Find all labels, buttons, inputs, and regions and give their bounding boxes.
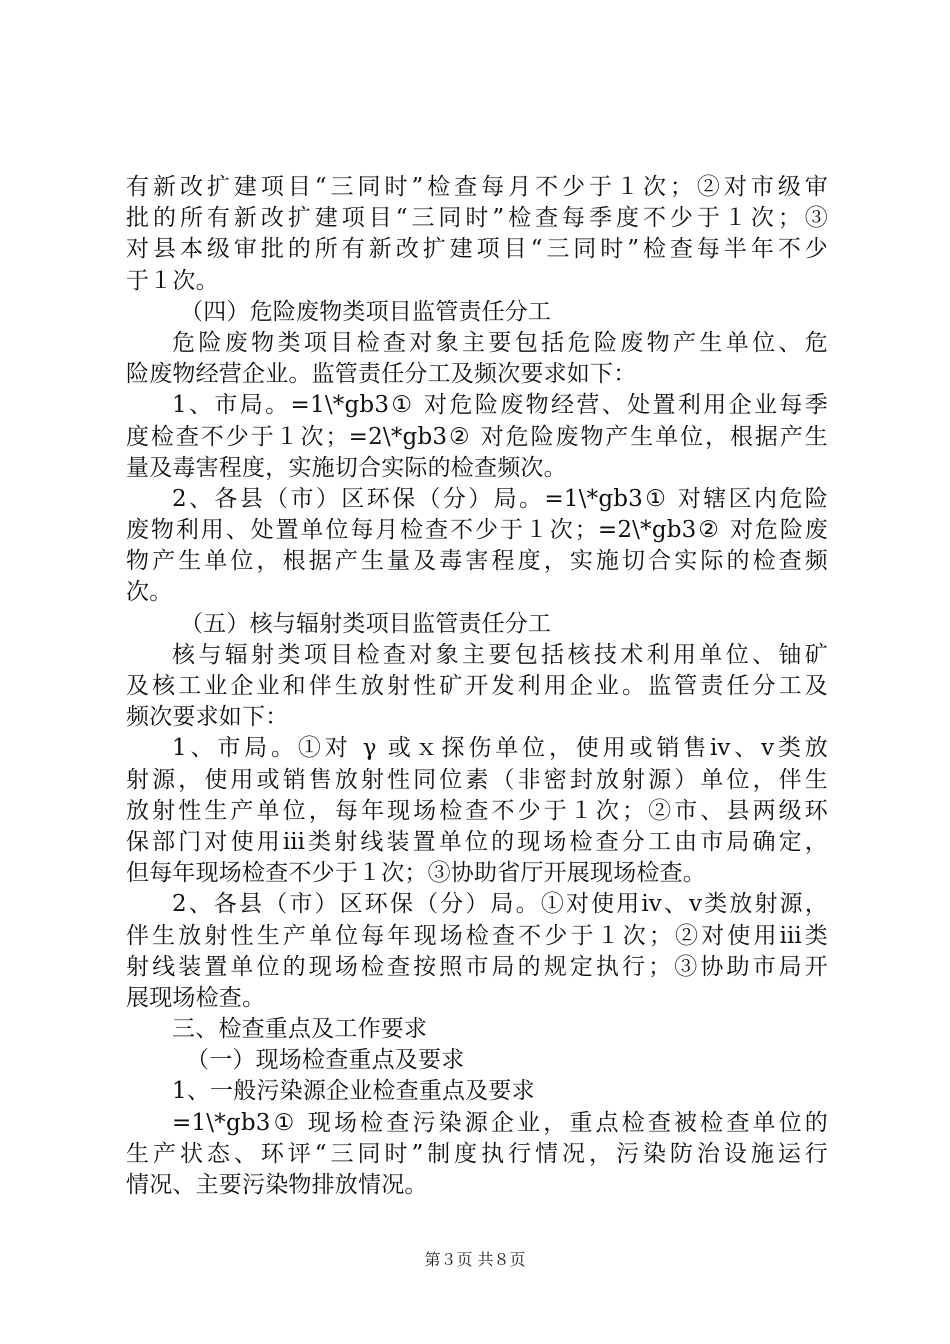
section-heading: 三、检查重点及工作要求 <box>172 1016 428 1043</box>
text-line: 次。 <box>126 579 173 606</box>
text-line: 危险废物类项目检查对象主要包括危险废物产生单位、危 <box>172 329 828 356</box>
section-heading: （四）危险废物类项目监管责任分工 <box>180 298 552 325</box>
text-line: 1、市局。=1\*gb3① 对危险废物经营、处置利用企业每季 <box>172 392 828 419</box>
text-line: 情况、主要污染物排放情况。 <box>126 1172 428 1198</box>
text-line: 度检查不少于１次；=2\*gb3② 对危险废物产生单位，根据产生 <box>126 423 828 450</box>
section-heading: （一）现场检查重点及要求 <box>186 1047 465 1074</box>
text-line: 1、市局。①对 γ 或ｘ探伤单位，使用或销售ⅳ、ⅴ类放 <box>172 735 828 762</box>
text-line: 核与辐射类项目检查对象主要包括核技术利用单位、铀矿 <box>172 641 828 668</box>
text-line: 射线装置单位的现场检查按照市局的规定执行；③协助市局开 <box>126 953 828 980</box>
text-line: 射源，使用或销售放射性同位素（非密封放射源）单位，伴生 <box>126 766 828 793</box>
text-line: 废物利用、处置单位每月检查不少于１次；=2\*gb3② 对危险废 <box>126 517 828 544</box>
text-line: 2、各县（市）区环保（分）局。=1\*gb3① 对辖区内危险 <box>172 485 828 512</box>
text-line: 有新改扩建项目“三同时”检查每月不少于１次；②对市级审 <box>126 174 828 200</box>
text-line: 物产生单位，根据产生量及毒害程度，实施切合实际的检查频 <box>126 548 828 575</box>
text-line: 量及毒害程度，实施切合实际的检查频次。 <box>126 454 567 481</box>
text-line: 伴生放射性生产单位每年现场检查不少于１次；②对使用ⅲ类 <box>126 922 828 949</box>
text-line: 频次要求如下： <box>126 704 289 731</box>
page-footer: 第３页 共８页 <box>424 1250 526 1269</box>
text-line: 险废物经营企业。监管责任分工及频次要求如下： <box>126 361 637 388</box>
text-line: 放射性生产单位，每年现场检查不少于１次；②市、县两级环 <box>126 797 828 824</box>
text-line: 批的所有新改扩建项目“三同时”检查每季度不少于１次；③ <box>126 205 828 232</box>
text-line: 保部门对使用ⅲ类射线装置单位的现场检查分工由市局确定， <box>126 828 828 855</box>
text-line: 对县本级审批的所有新改扩建项目“三同时”检查每半年不少 <box>126 236 828 263</box>
text-line: 2、各县（市）区环保（分）局。①对使用ⅳ、ⅴ类放射源， <box>172 891 828 918</box>
text-line: 但每年现场检查不少于１次；③协助省厅开展现场检查。 <box>126 860 706 887</box>
text-line: 于１次。 <box>126 267 219 294</box>
document-body <box>126 172 828 1201</box>
text-line: 生产状态、环评“三同时”制度执行情况，污染防治设施运行 <box>126 1140 828 1167</box>
section-heading: （五）核与辐射类项目监管责任分工 <box>180 610 552 637</box>
sub-heading: 1、一般污染源企业检查重点及要求 <box>172 1078 535 1105</box>
text-line: =1\*gb3① 现场检查污染源企业，重点检查被检查单位的 <box>172 1109 828 1136</box>
text-line: 展现场检查。 <box>126 984 266 1011</box>
text-line: 及核工业企业和伴生放射性矿开发利用企业。监管责任分工及 <box>126 673 828 699</box>
